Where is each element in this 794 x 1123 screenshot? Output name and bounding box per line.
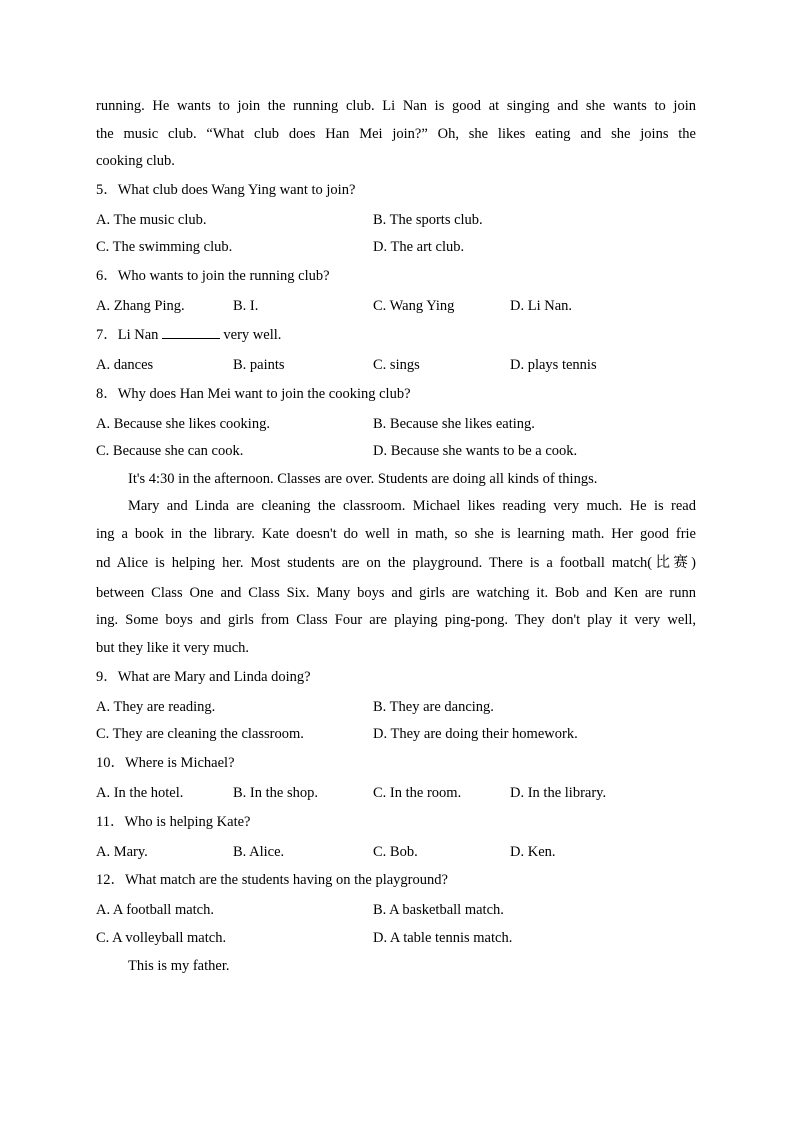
question-5-option-d: D. The art club. bbox=[373, 239, 465, 255]
passage3-intro: This is my father. bbox=[128, 958, 230, 974]
passage2-line-4: between Class One and Class Six. Many boys and girls are watching it. Bob and Ken are runn bbox=[96, 585, 696, 601]
question-5-option-a: A. The music club. bbox=[96, 212, 207, 228]
passage2-line-3: nd Alice is helping her. Most students are on the playground. There is a football match(比赛) bbox=[96, 555, 696, 571]
question-10-option-d: D. In the library. bbox=[510, 785, 607, 801]
passage2-line-6: but they like it very much. bbox=[96, 640, 250, 656]
question-6-option-d: D. Li Nan. bbox=[510, 298, 573, 314]
question-8-option-c: C. Because she can cook. bbox=[96, 443, 244, 459]
question-10-option-c: C. In the room. bbox=[373, 785, 462, 801]
question-12-option-c: C. A volleyball match. bbox=[96, 930, 227, 946]
question-11-option-c: C. Bob. bbox=[373, 844, 418, 860]
question-6-stem: 6．Who wants to join the running club? bbox=[96, 268, 330, 284]
question-7-option-c: C. sings bbox=[373, 357, 420, 373]
question-7-stem-start: 7．Li Nan bbox=[96, 327, 159, 343]
question-7-option-a: A. dances bbox=[96, 357, 154, 373]
question-11-option-b: B. Alice. bbox=[233, 844, 285, 860]
passage1-line-2: the music club. “What club does Han Mei join?” Oh, she likes eating and she joins the bbox=[96, 126, 696, 142]
question-9-stem: 9．What are Mary and Linda doing? bbox=[96, 669, 311, 685]
question-9-option-c: C. They are cleaning the classroom. bbox=[96, 726, 304, 742]
passage1-line-1: running. He wants to join the running club. Li Nan is good at singing and she wants to join bbox=[96, 98, 696, 114]
question-12-option-d: D. A table tennis match. bbox=[373, 930, 513, 946]
question-12-option-b: B. A basketball match. bbox=[373, 902, 504, 918]
question-7-stem bbox=[96, 326, 696, 344]
question-8-option-d: D. Because she wants to be a cook. bbox=[373, 443, 578, 459]
question-11-option-d: D. Ken. bbox=[510, 844, 556, 860]
question-7-option-b: B. paints bbox=[233, 357, 285, 373]
answer-blank bbox=[162, 326, 220, 339]
question-10-option-b: B. In the shop. bbox=[233, 785, 318, 801]
question-8-option-a: A. Because she likes cooking. bbox=[96, 416, 270, 432]
question-5-stem: 5．What club does Wang Ying want to join? bbox=[96, 182, 356, 198]
question-12-stem: 12．What match are the students having on the playground? bbox=[96, 872, 448, 888]
question-6-option-a: A. Zhang Ping. bbox=[96, 298, 185, 314]
passage2-line-2: ing a book in the library. Kate doesn't do well in math, so she is learning math. Her good frie bbox=[96, 526, 696, 542]
question-9-option-d: D. They are doing their homework. bbox=[373, 726, 578, 742]
question-5-option-c: C. The swimming club. bbox=[96, 239, 233, 255]
question-8-stem: 8．Why does Han Mei want to join the cooking club? bbox=[96, 386, 411, 402]
question-9-option-a: A. They are reading. bbox=[96, 699, 216, 715]
question-9-option-b: B. They are dancing. bbox=[373, 699, 494, 715]
question-10-stem: 10．Where is Michael? bbox=[96, 755, 235, 771]
passage2-intro: It's 4:30 in the afternoon. Classes are over. Students are doing all kinds of things. bbox=[128, 471, 598, 487]
question-6-option-b: B. I. bbox=[233, 298, 259, 314]
passage2-line-5: ing. Some boys and girls from Class Four are playing ping-pong. They don't play it very well, bbox=[96, 612, 696, 628]
passage2-line-1: Mary and Linda are cleaning the classroom. Michael likes reading very much. He is read bbox=[128, 498, 696, 514]
question-11-option-a: A. Mary. bbox=[96, 844, 148, 860]
question-12-option-a: A. A football match. bbox=[96, 902, 214, 918]
passage1-line-3: cooking club. bbox=[96, 153, 175, 169]
question-8-option-b: B. Because she likes eating. bbox=[373, 416, 535, 432]
question-7-stem-end: very well. bbox=[223, 327, 282, 343]
question-11-stem: 11．Who is helping Kate? bbox=[96, 814, 251, 830]
question-7-option-d: D. plays tennis bbox=[510, 357, 597, 373]
question-10-option-a: A. In the hotel. bbox=[96, 785, 184, 801]
question-6-option-c: C. Wang Ying bbox=[373, 298, 455, 314]
question-5-option-b: B. The sports club. bbox=[373, 212, 483, 228]
